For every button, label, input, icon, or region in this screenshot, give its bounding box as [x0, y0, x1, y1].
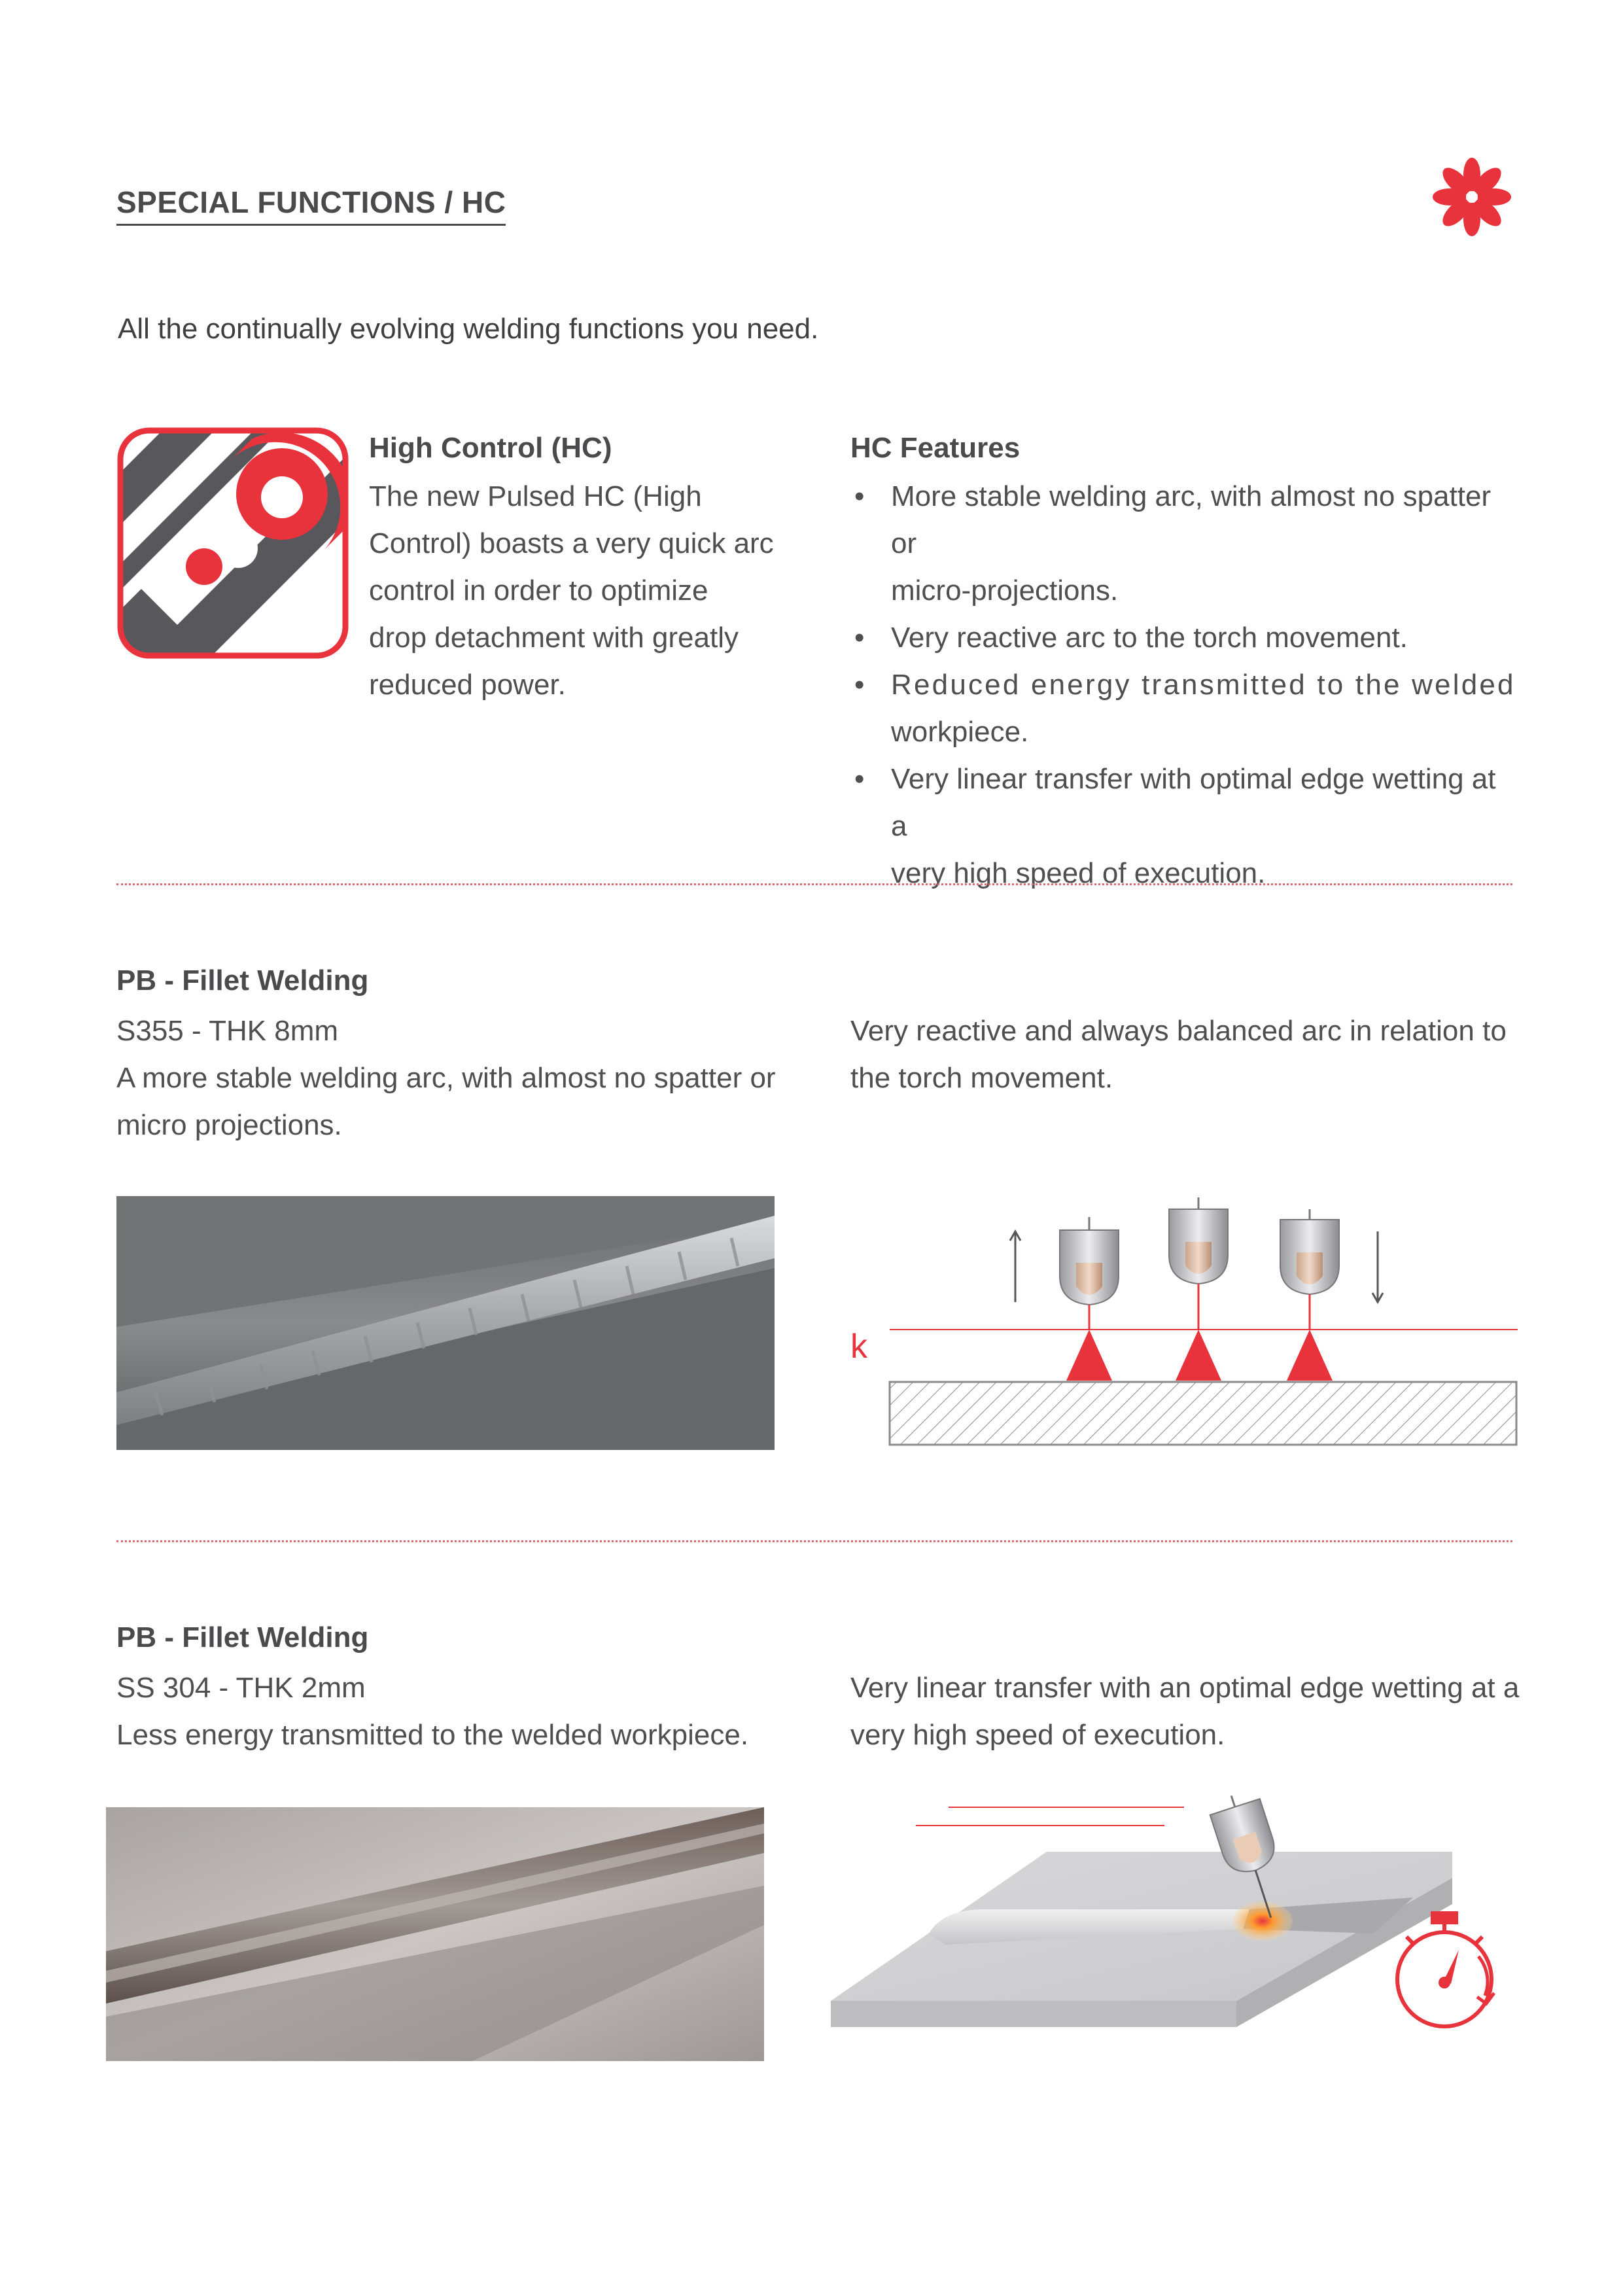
feature-text: Very reactive arc to the torch movement. — [891, 622, 1408, 654]
section1-spec: S355 - THK 8mm — [116, 1015, 339, 1047]
list-item — [850, 614, 1518, 662]
section2-right-text: Very linear transfer with an optimal edge wetting at a — [850, 1672, 1520, 1704]
section1-right-text: the torch movement. — [850, 1062, 1113, 1094]
section-divider — [116, 883, 1512, 885]
hc-line: control in order to optimize — [369, 574, 708, 607]
section2-desc: Less energy transmitted to the welded workpiece. — [116, 1719, 749, 1751]
section1-desc: micro projections. — [116, 1109, 342, 1141]
section2-heading: PB - Fillet Welding — [116, 1621, 369, 1653]
section-divider — [116, 1540, 1512, 1542]
weld-photo-steel — [116, 1196, 775, 1450]
list-item — [850, 473, 1518, 614]
section1-desc: A more stable welding arc, with almost no spatter or — [116, 1062, 776, 1094]
hc-heading: High Control (HC) — [369, 432, 612, 464]
page-title: SPECIAL FUNCTIONS / HC — [116, 185, 506, 226]
features-heading: HC Features — [850, 432, 1021, 464]
hc-line: reduced power. — [369, 669, 566, 701]
torch-mid — [1280, 1209, 1339, 1381]
linear-transfer-diagram — [831, 1793, 1524, 2041]
torch-high — [1169, 1197, 1228, 1381]
hc-line: drop detachment with greatly — [369, 622, 739, 654]
feature-text: very high speed of execution. — [891, 857, 1266, 889]
weld-photo-stainless — [106, 1807, 764, 2061]
feature-text: Reduced energy transmitted to the welded — [891, 669, 1516, 701]
hc-badge-icon — [115, 425, 351, 661]
arc-length-diagram — [837, 1191, 1518, 1453]
list-item — [850, 662, 1518, 756]
up-arrow-icon — [1010, 1231, 1021, 1302]
torch-low — [1060, 1217, 1119, 1381]
section2-spec: SS 304 - THK 2mm — [116, 1672, 366, 1704]
feature-text: Very linear transfer with optimal edge wetting at a — [891, 763, 1496, 842]
features-list — [850, 473, 1518, 897]
down-arrow-icon — [1372, 1231, 1383, 1302]
feature-text: workpiece. — [891, 716, 1029, 748]
feature-text: micro-projections. — [891, 574, 1119, 607]
hc-line: The new Pulsed HC (High — [369, 480, 702, 512]
hc-line: Control) boasts a very quick arc — [369, 527, 774, 559]
k-label: k — [850, 1328, 867, 1366]
section2-right-text: very high speed of execution. — [850, 1719, 1225, 1751]
hc-description — [369, 473, 827, 709]
stopwatch-icon — [1397, 1913, 1494, 2026]
intro-text: All the continually evolving welding functions you need. — [118, 313, 819, 345]
asterisk-logo-icon — [1429, 154, 1514, 239]
section1-heading: PB - Fillet Welding — [116, 964, 369, 997]
list-item — [850, 756, 1518, 897]
section1-right-text: Very reactive and always balanced arc in relation to — [850, 1015, 1507, 1047]
feature-text: More stable welding arc, with almost no spatter or — [891, 480, 1492, 559]
